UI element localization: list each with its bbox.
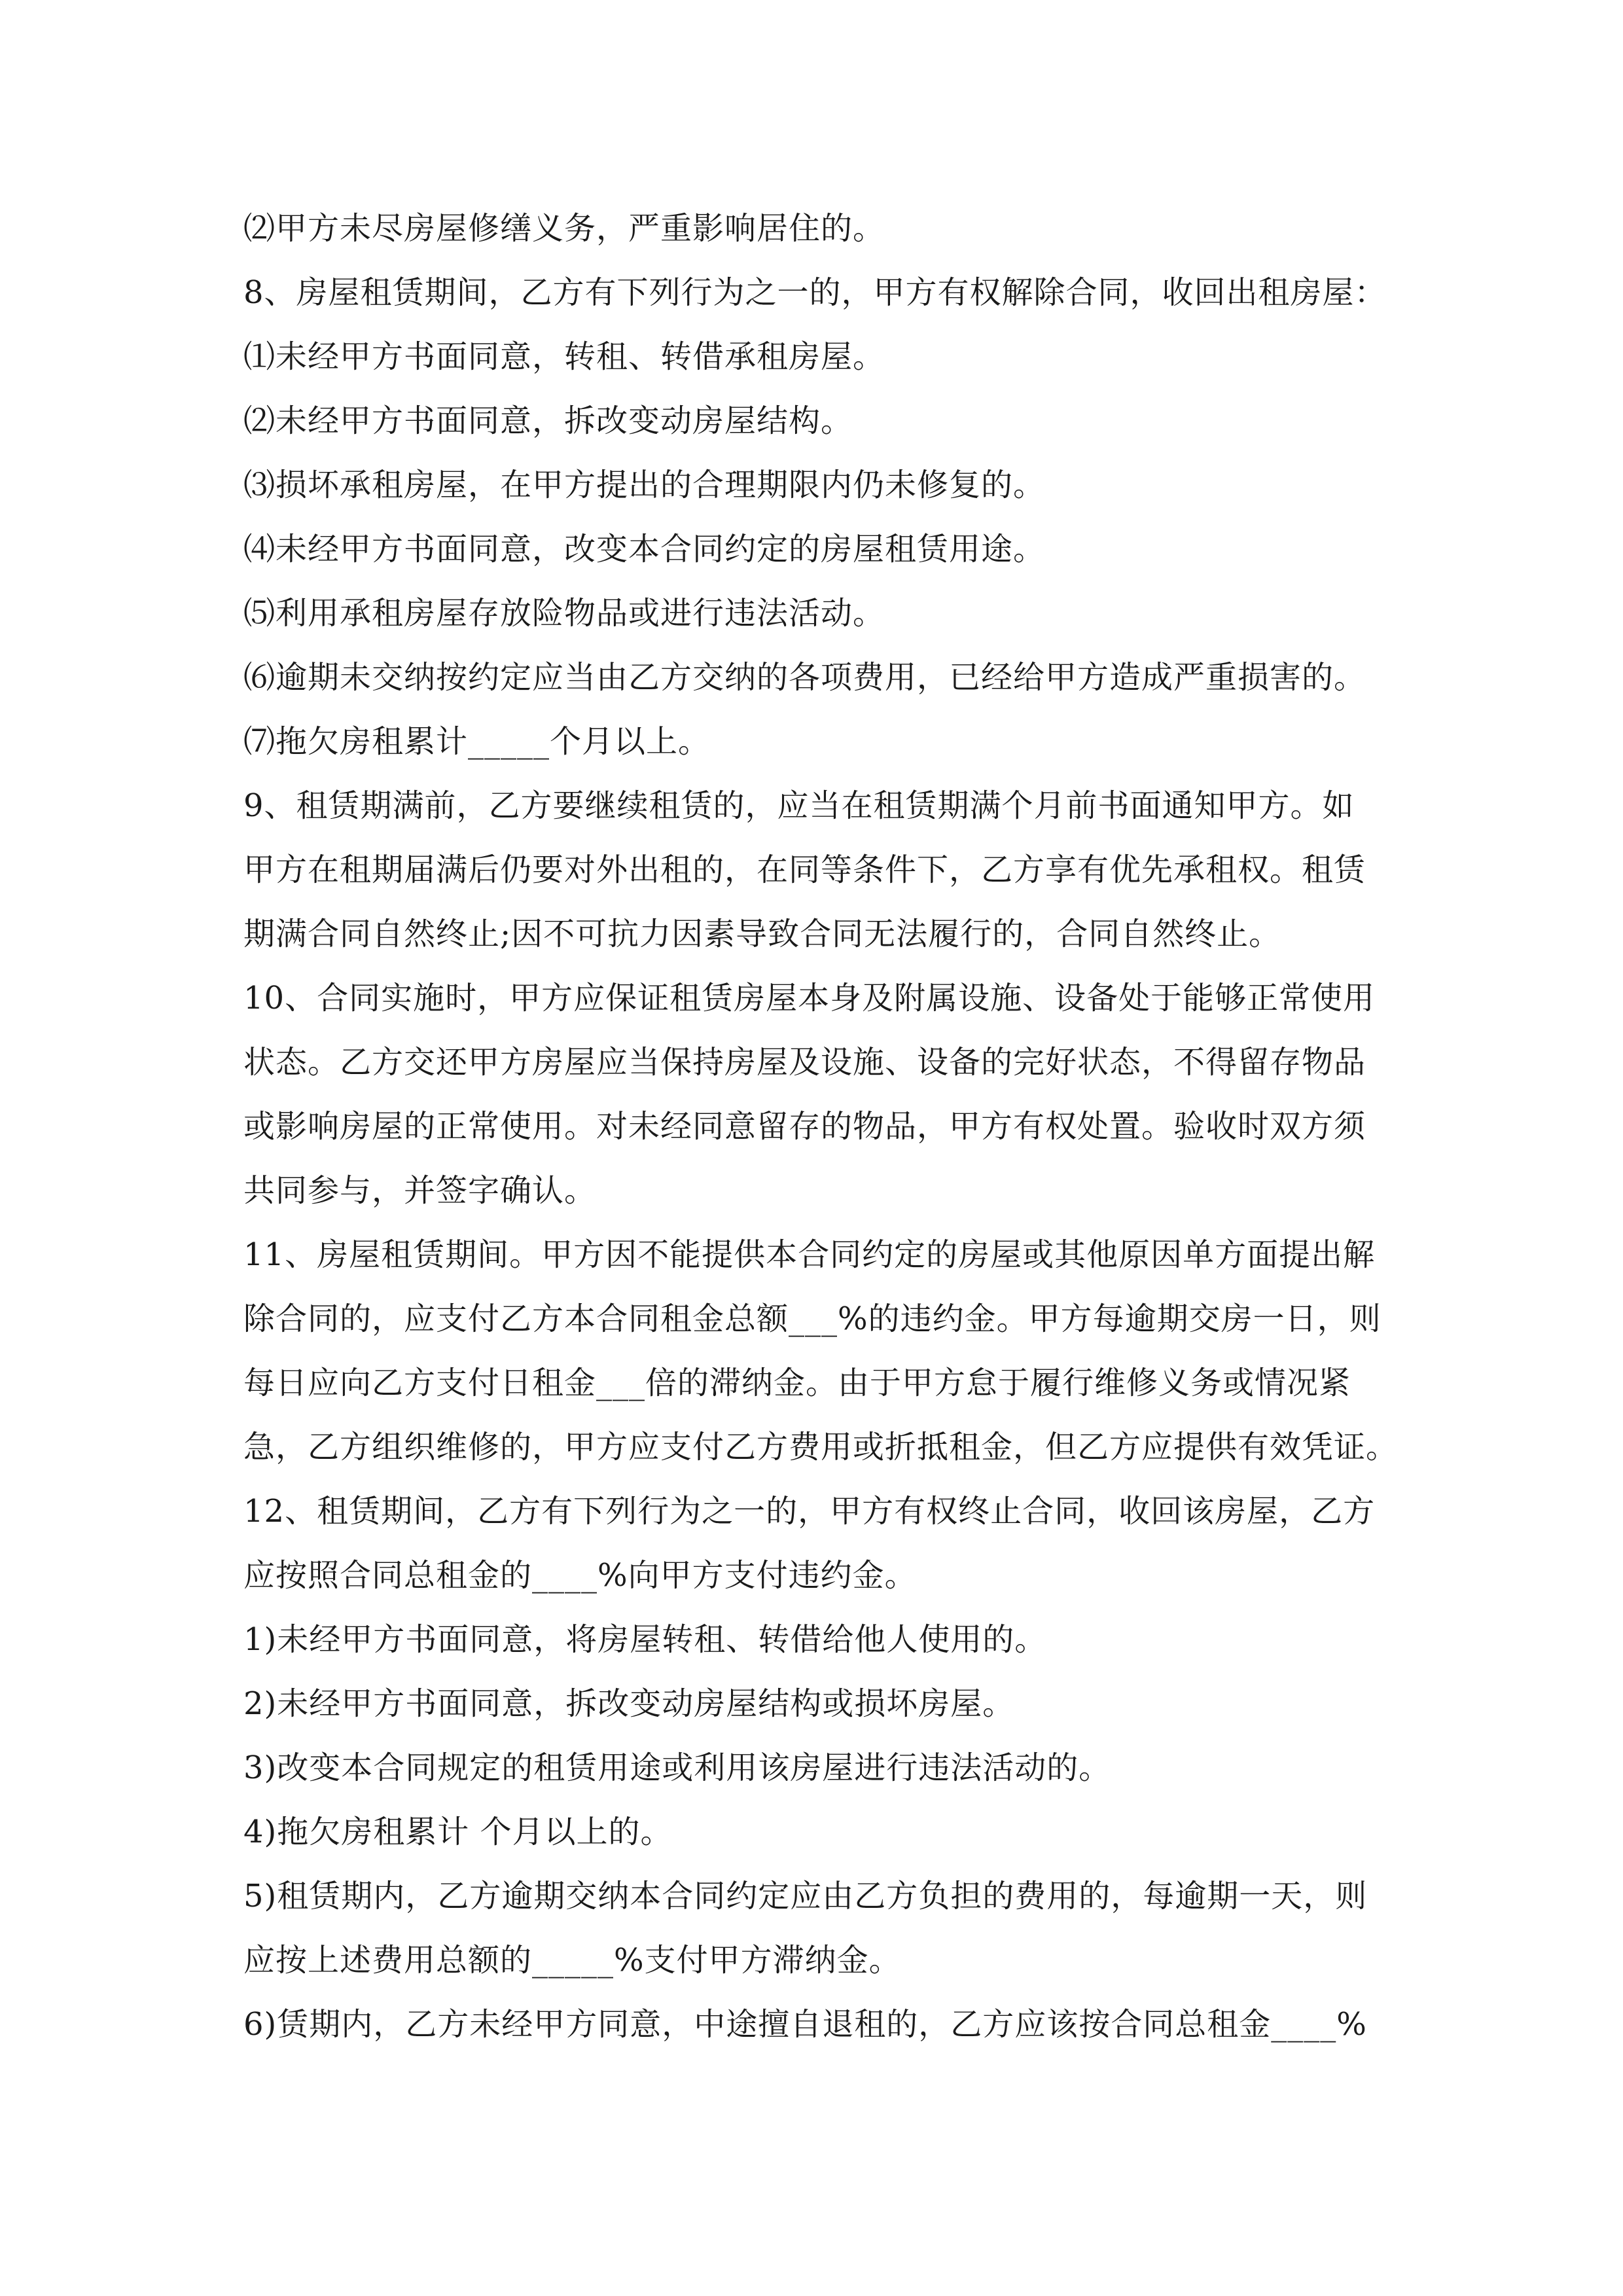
text-line: 每日应向乙方支付日租金___倍的滞纳金。由于甲方怠于履行维修义务或情况紧 xyxy=(243,1365,1351,1401)
text-line: 3)改变本合同规定的租赁用途或利用该房屋进行违法活动的。 xyxy=(243,1749,1111,1786)
text-line: ⑵未经甲方书面同意，拆改变动房屋结构。 xyxy=(243,403,853,439)
text-line: ⑺拖欠房租累计_____个月以上。 xyxy=(243,723,711,760)
text-line: 甲方在租期届满后仍要对外出租的，在同等条件下，乙方享有优先承租权。租赁 xyxy=(243,852,1366,888)
text-line: 状态。乙方交还甲方房屋应当保持房屋及设施、设备的完好状态，不得留存物品 xyxy=(243,1044,1366,1081)
text-line: ⑶损坏承租房屋，在甲方提出的合理期限内仍未修复的。 xyxy=(243,467,1046,503)
document-page xyxy=(243,196,1399,2056)
text-line: ⑹逾期未交纳按约定应当由乙方交纳的各项费用，已经给甲方造成严重损害的。 xyxy=(243,659,1366,696)
text-line: 应按照合同总租金的____%向甲方支付违约金。 xyxy=(243,1557,917,1594)
text-line: 11、房屋租赁期间。甲方因不能提供本合同约定的房屋或其他原因单方面提出解 xyxy=(243,1236,1376,1273)
text-line: 或影响房屋的正常使用。对未经同意留存的物品，甲方有权处置。验收时双方须 xyxy=(243,1108,1366,1145)
text-line: 4)拖欠房租累计 个月以上的。 xyxy=(243,1814,673,1850)
text-line: ⑷未经甲方书面同意，改变本合同约定的房屋租赁用途。 xyxy=(243,531,1046,567)
text-line: 应按上述费用总额的_____%支付甲方滞纳金。 xyxy=(243,1942,901,1979)
text-line: 2)未经甲方书面同意，拆改变动房屋结构或损坏房屋。 xyxy=(243,1685,1015,1722)
text-line: 10、合同实施时，甲方应保证租赁房屋本身及附属设施、设备处于能够正常使用 xyxy=(243,980,1376,1016)
text-line: ⑴未经甲方书面同意，转租、转借承租房屋。 xyxy=(243,338,885,375)
text-line: 共同参与，并签字确认。 xyxy=(243,1172,597,1209)
text-line: 5)租赁期内，乙方逾期交纳本合同约定应由乙方负担的费用的，每逾期一天，则 xyxy=(243,1878,1368,1914)
text-line: 8、房屋租赁期间，乙方有下列行为之一的，甲方有权解除合同，收回出租房屋： xyxy=(243,274,1387,311)
text-line: 12、租赁期间，乙方有下列行为之一的，甲方有权终止合同，收回该房屋，乙方 xyxy=(243,1493,1376,1530)
text-line: 急，乙方组织维修的，甲方应支付乙方费用或折抵租金，但乙方应提供有效凭证。 xyxy=(243,1429,1399,1465)
text-line: ⑸利用承租房屋存放险物品或进行违法活动。 xyxy=(243,595,885,632)
text-line: 1)未经甲方书面同意，将房屋转租、转借给他人使用的。 xyxy=(243,1621,1047,1658)
text-line: ⑵甲方未尽房屋修缮义务，严重影响居住的。 xyxy=(243,210,885,247)
text-line: 期满合同自然终止;因不可抗力因素导致合同无法履行的，合同自然终止。 xyxy=(243,916,1281,952)
text-line: 6)赁期内，乙方未经甲方同意，中途擅自退租的，乙方应该按合同总租金____% xyxy=(243,2006,1367,2043)
text-line: 9、租赁期满前，乙方要继续租赁的，应当在租赁期满个月前书面通知甲方。如 xyxy=(243,787,1355,824)
text-line: 除合同的，应支付乙方本合同租金总额___%的违约金。甲方每逾期交房一日，则 xyxy=(243,1300,1382,1337)
